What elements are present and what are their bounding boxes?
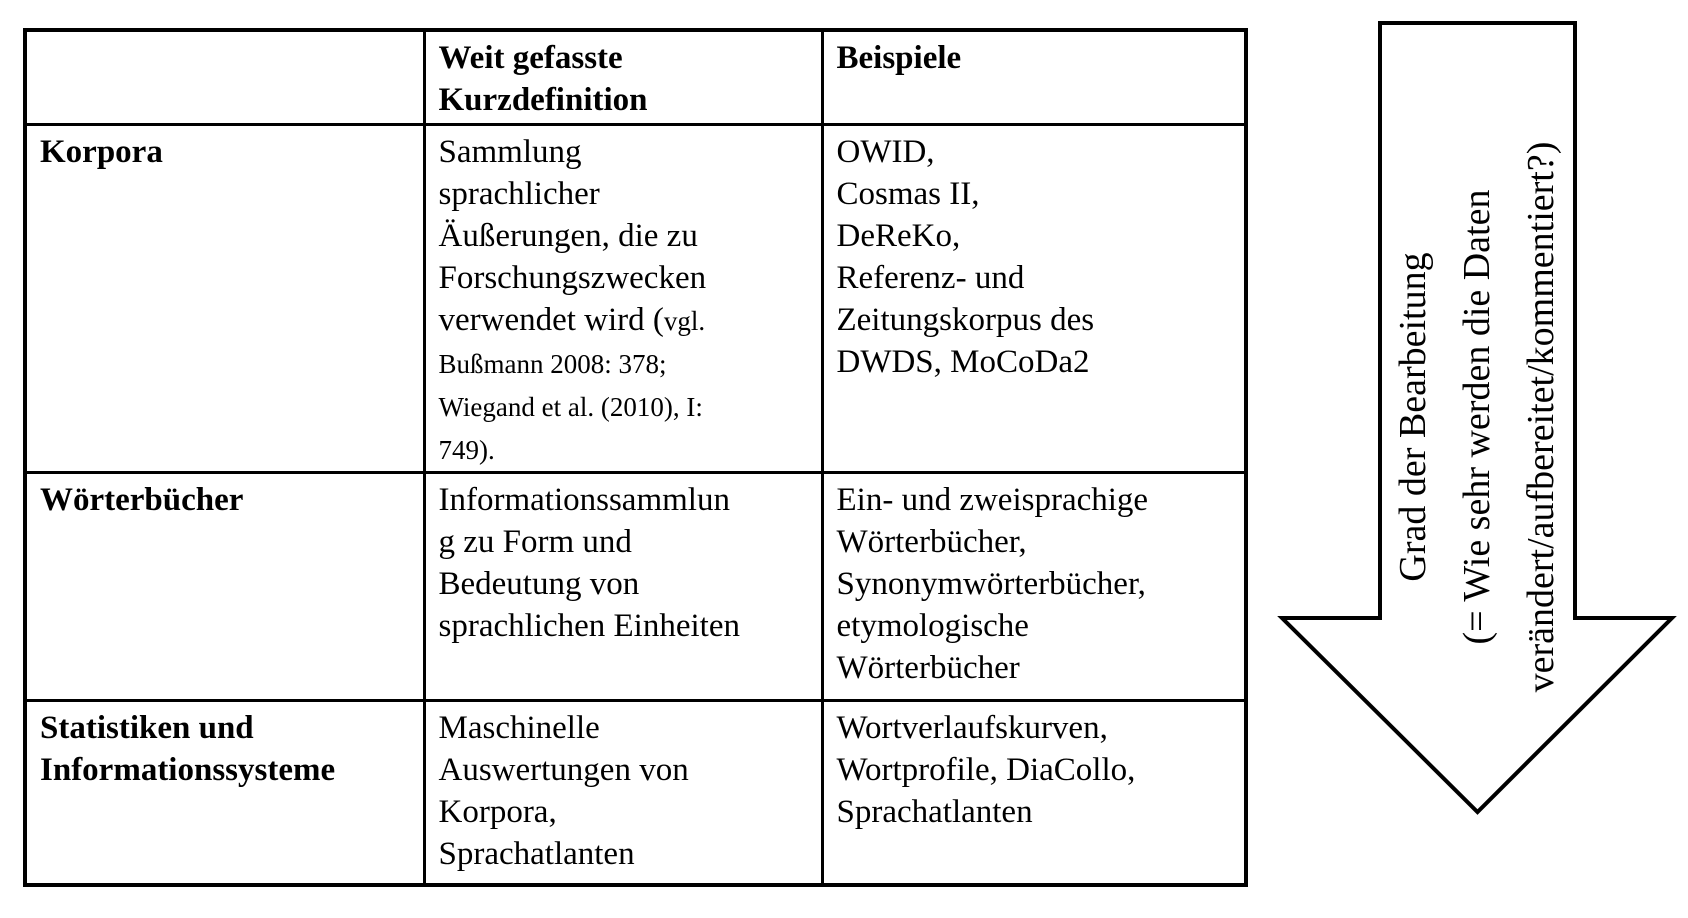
cell-statistiken-examples: Wortverlaufskurven, Wortprofile, DiaCollo, Sprachatlanten xyxy=(822,700,1246,885)
row-label-statistiken: Statistiken und Informationssysteme xyxy=(25,700,424,885)
cell-woerterbuecher-definition: Informationssammlun g zu Form und Bedeutung von sprachlichen Einheiten xyxy=(424,472,822,700)
header-cell-examples: Beispiele xyxy=(822,30,1246,124)
cell-korpora-definition: Sammlung sprachlicher Äußerungen, die zu Forschungszwecken verwendet wird (vgl. Bußmann 2008: 378; Wiegand et al. (2010), I: 749). xyxy=(424,124,822,472)
arrow-label: Grad der Bearbeitung (= Wie sehr werden die Daten verändert/aufbereitet/kommentiert?) xyxy=(1392,141,1562,693)
cell-woerterbuecher-examples: Ein- und zweisprachige Wörterbücher, Synonymwörterbücher, etymologische Wörterbücher xyxy=(822,472,1246,700)
row-label-korpora: Korpora xyxy=(25,124,424,472)
header-cell-definition: Weit gefasste Kurzdefinition xyxy=(424,30,822,124)
cell-statistiken-definition: Maschinelle Auswertungen von Korpora, Sprachatlanten xyxy=(424,700,822,885)
row-label-woerterbuecher: Wörterbücher xyxy=(25,472,424,700)
cell-korpora-examples: OWID, Cosmas II, DeReKo, Referenz- und Zeitungskorpus des DWDS, MoCoDa2 xyxy=(822,124,1246,472)
